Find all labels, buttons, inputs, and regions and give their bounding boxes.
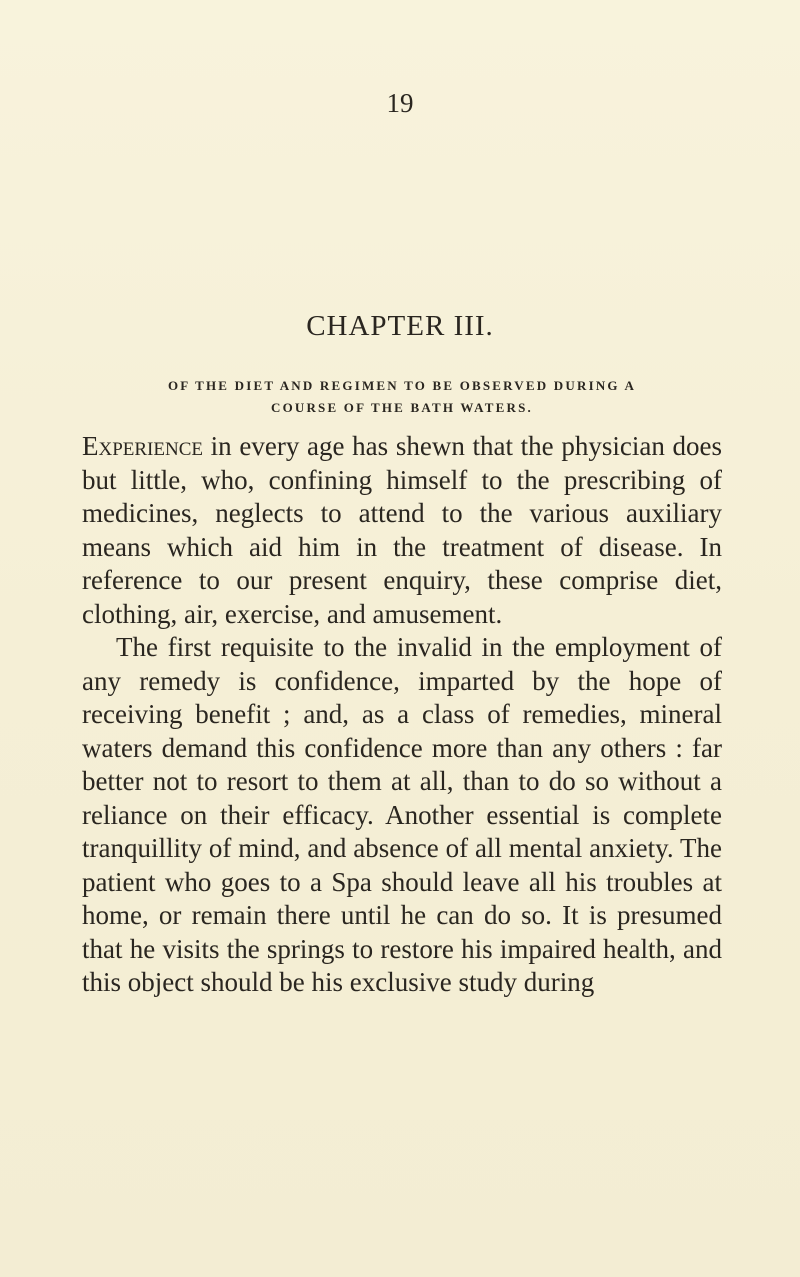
chapter-subtitle [82,375,722,419]
subtitle-line-1: OF THE DIET AND REGIMEN TO BE OBSERVED DURING A [167,378,637,393]
chapter-title: CHAPTER III. [306,310,494,342]
page-number: 19 [386,88,414,118]
paragraph-2: The first requisite to the invalid in the employment of any remedy is confidence, imparted by the hope of receiving benefit ; and, as a class of remedies, mineral waters demand this confidence more than any others : far better not to resort to them at all, than to do so without a reliance on their efficacy. Another essential is complete tranquillity of mind, and absence of all mental anxiety. The patient who goes to a Spa should leave all his troubles at home, or remain there until he can do so. It is presumed that he visits the springs to restore his impaired health, and this object should be his exclusive study during [82,632,722,997]
paragraph-1-text: in every age has shewn that the physician does but little, who, confining himself to the prescribing of medicines, neglects to attend to the various auxiliary means which aid him in the treatment of disease. In reference to our present enquiry, these comprise diet, clothing, air, exercise, and amusement. [82,431,722,629]
paragraph-1-lead-word: Experience [82,431,203,461]
subtitle-line-2: COURSE OF THE BATH WATERS. [270,400,533,415]
paragraph-1 [82,430,722,631]
body-text [82,430,722,1000]
